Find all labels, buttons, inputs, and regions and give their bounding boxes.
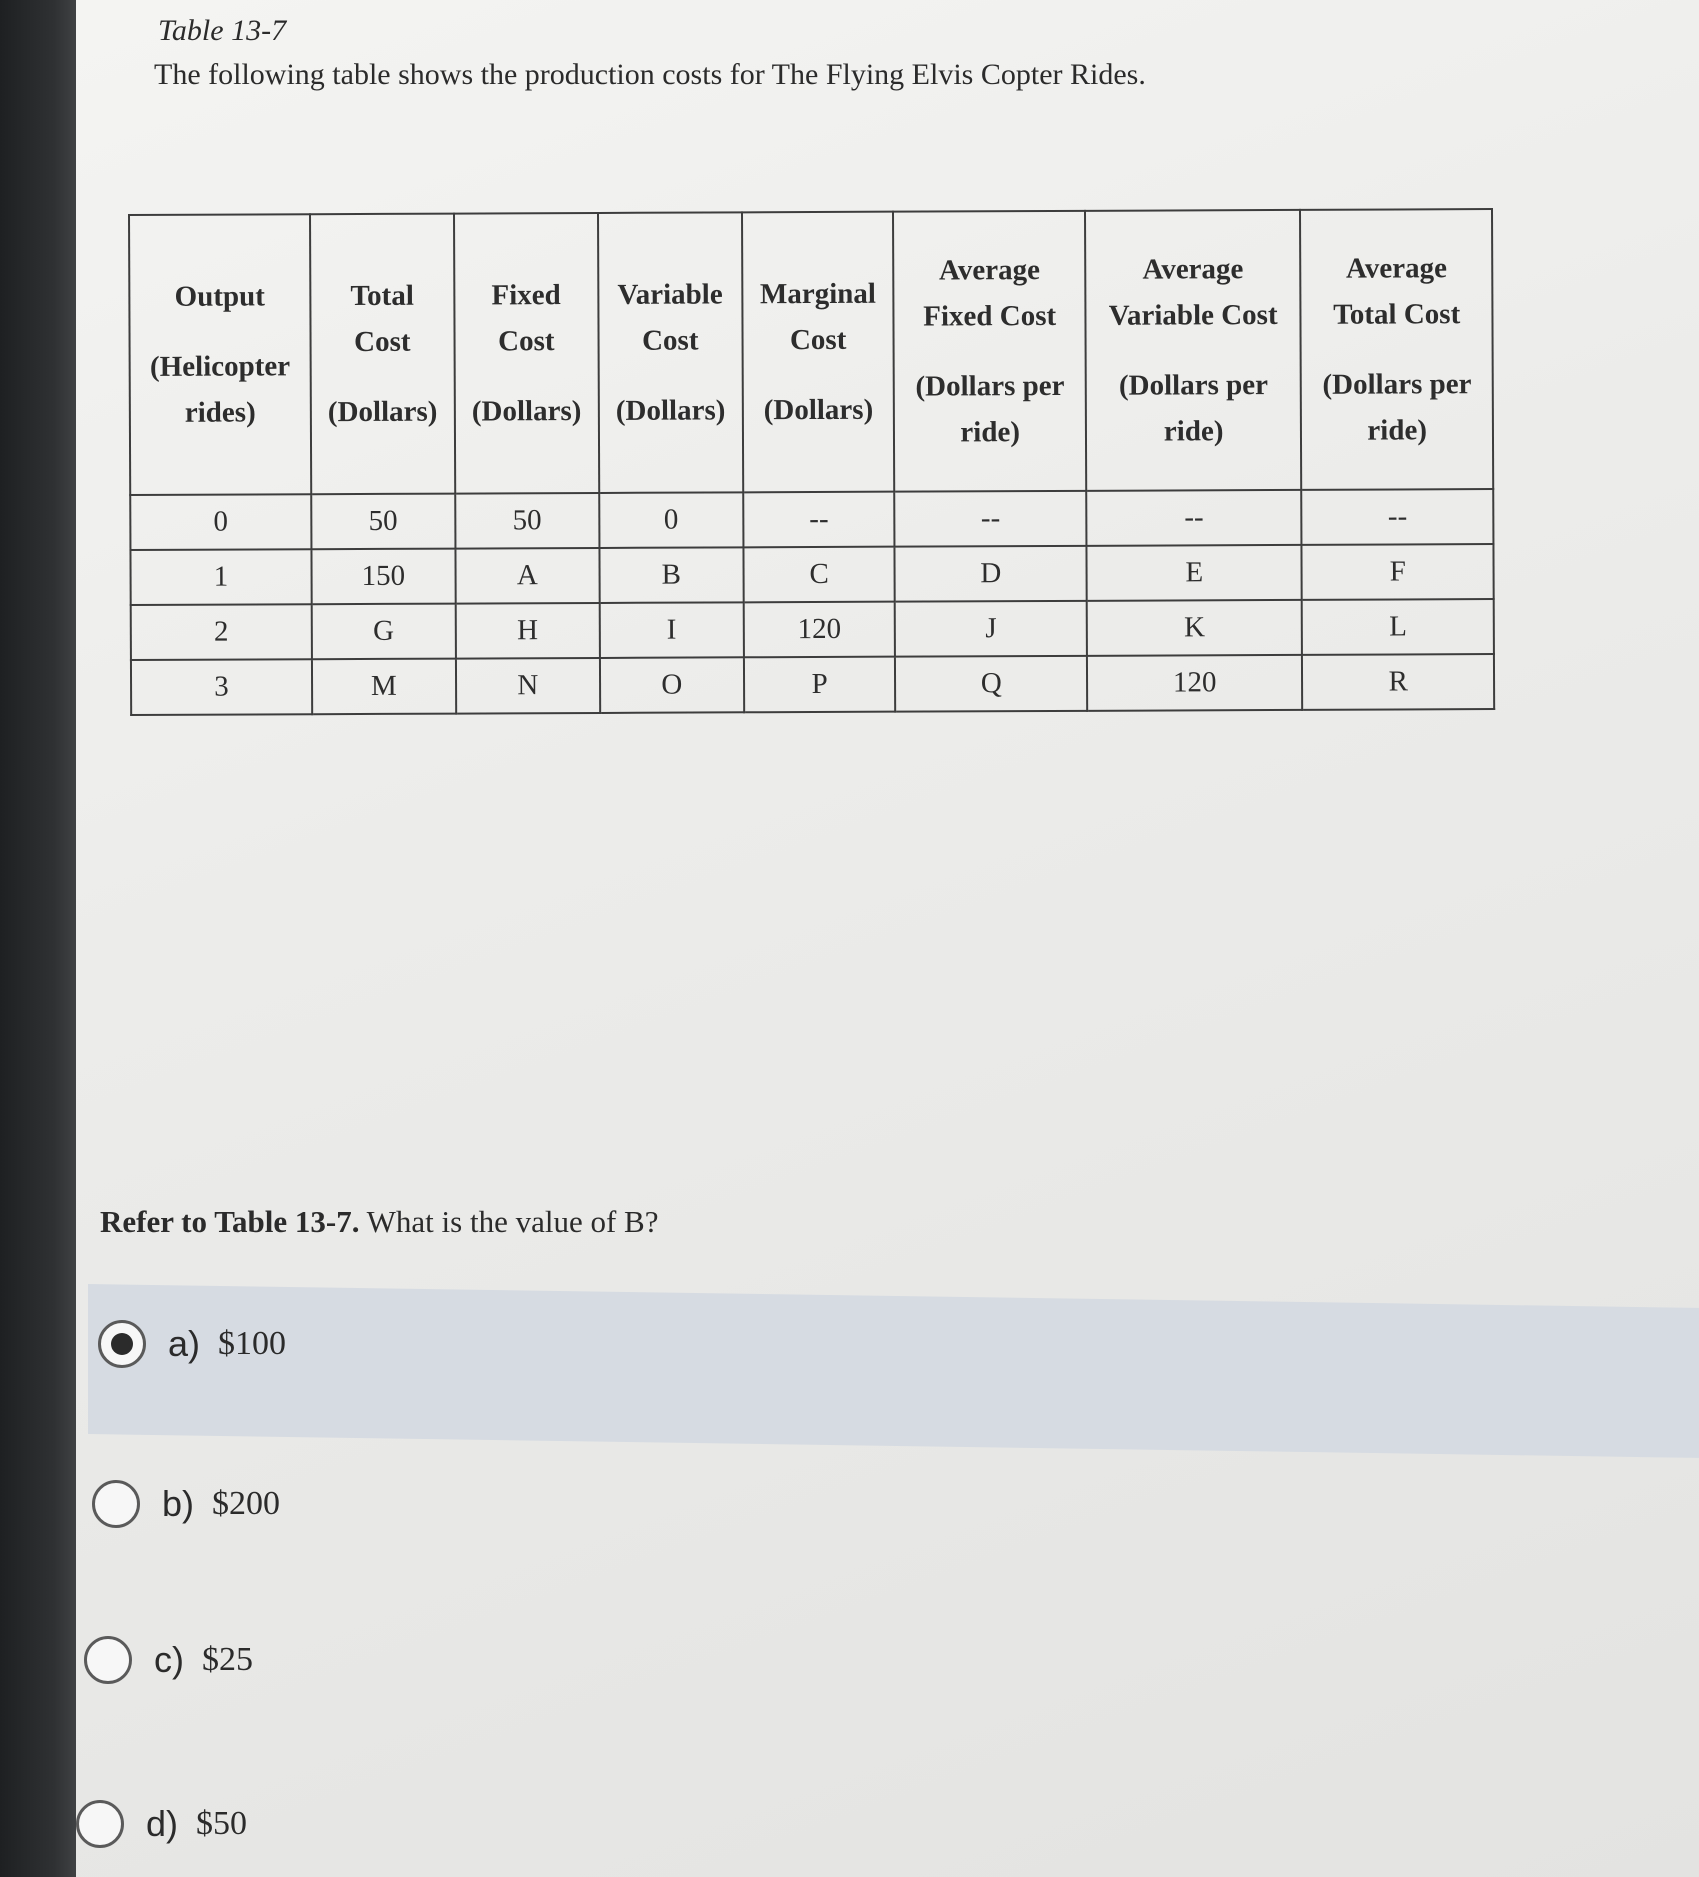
table-cell: Q <box>895 656 1087 712</box>
header-spacer <box>603 363 737 388</box>
table-cell: 2 <box>131 604 312 660</box>
table-row <box>131 599 1494 660</box>
table-title: Table 13-7 <box>158 14 287 47</box>
column-header-name: Variable Cost <box>1108 298 1278 332</box>
table-cell: R <box>1302 654 1494 710</box>
header-spacer <box>1091 338 1297 363</box>
option-letter: c) <box>154 1639 184 1680</box>
column-header-unit: (Dollars) <box>763 393 874 427</box>
column-header-unit: ride) <box>1367 414 1428 447</box>
table-cell: -- <box>1302 489 1494 545</box>
header-spacer <box>459 364 593 389</box>
column-header <box>1300 209 1493 490</box>
table-cell: C <box>743 547 895 603</box>
option-value: $100 <box>218 1325 287 1362</box>
table-row <box>130 489 1493 550</box>
column-header <box>598 212 743 493</box>
selected-option-highlight <box>88 1284 1699 1458</box>
cost-table <box>128 208 1495 716</box>
option-a[interactable] <box>98 1320 286 1368</box>
table-cell: L <box>1302 599 1494 655</box>
table-intro: The following table shows the production costs for The Flying Elvis Copter Rides. <box>154 58 1146 91</box>
table-row <box>130 544 1493 605</box>
column-header-name: Cost <box>642 324 699 357</box>
column-header-unit: (Helicopter <box>149 350 291 383</box>
option-d[interactable] <box>76 1800 247 1848</box>
radio-icon[interactable] <box>92 1480 140 1528</box>
column-header-name: Total Cost <box>1333 298 1461 331</box>
option-value: $50 <box>196 1805 248 1842</box>
table-cell: -- <box>895 491 1087 547</box>
column-header-unit: (Dollars) <box>471 395 582 428</box>
table-cell: H <box>455 603 599 659</box>
column-header <box>129 214 311 495</box>
table-cell: -- <box>1086 490 1302 546</box>
radio-icon[interactable] <box>84 1636 132 1684</box>
table-cell: E <box>1086 545 1302 601</box>
table-cell: P <box>744 657 896 713</box>
table-cell: 50 <box>311 494 455 550</box>
column-header <box>454 213 599 494</box>
column-header <box>742 212 895 493</box>
column-header <box>310 214 455 495</box>
table-cell: 0 <box>130 494 311 550</box>
table-cell: 50 <box>455 493 599 549</box>
table-cell: 1 <box>130 549 311 605</box>
column-header-unit: (Dollars) <box>327 395 438 429</box>
table-header-row <box>129 209 1493 495</box>
radio-dot-icon <box>111 1333 133 1355</box>
option-letter: b) <box>162 1483 195 1524</box>
column-header-unit: (Dollars per <box>1322 368 1472 401</box>
table-cell: I <box>599 602 743 658</box>
option-b[interactable] <box>92 1480 280 1528</box>
table-body <box>130 489 1494 715</box>
table-cell: 120 <box>1087 655 1303 711</box>
header-spacer <box>315 365 449 390</box>
header-spacer <box>747 363 889 388</box>
option-letter: d) <box>146 1803 179 1844</box>
column-header-name: Average <box>938 254 1040 287</box>
column-header-name: Cost <box>354 325 411 359</box>
column-header-name: Cost <box>498 325 555 358</box>
column-header <box>1085 210 1302 491</box>
column-header-unit: (Dollars per <box>915 369 1065 403</box>
radio-icon[interactable] <box>76 1800 124 1848</box>
question-reference: Refer to Table 13-7. <box>100 1204 360 1239</box>
column-header-name: Average <box>1142 253 1244 286</box>
header-spacer <box>899 339 1081 364</box>
table-cell: -- <box>743 492 895 548</box>
question-text <box>100 1204 658 1240</box>
table-cell: 120 <box>743 602 895 658</box>
column-header-unit: (Dollars) <box>615 394 726 427</box>
table-cell: K <box>1087 600 1303 656</box>
table-cell: J <box>895 601 1087 657</box>
table-cell: M <box>312 659 456 715</box>
column-header-unit: rides) <box>184 396 256 429</box>
column-header-name: Total <box>350 279 414 313</box>
column-header-unit: (Dollars per <box>1118 369 1269 402</box>
column-header-name: Fixed Cost <box>923 299 1057 333</box>
column-header-name: Fixed <box>491 279 561 312</box>
radio-selected-icon[interactable] <box>98 1320 146 1368</box>
table-cell: 3 <box>131 659 312 715</box>
option-letter: a) <box>168 1323 201 1364</box>
table-cell: B <box>599 547 743 603</box>
table-cell: D <box>895 546 1087 602</box>
table-cell: A <box>455 548 599 604</box>
header-spacer <box>134 319 305 344</box>
column-header-name: Cost <box>789 323 847 357</box>
column-header-name: Marginal <box>759 277 877 311</box>
table-row <box>131 654 1494 715</box>
option-value: $200 <box>212 1485 281 1522</box>
column-header-name: Output <box>174 280 265 313</box>
column-header-unit: ride) <box>960 416 1021 449</box>
table-cell: 150 <box>311 549 455 605</box>
column-header-name: Variable <box>617 278 723 311</box>
option-c[interactable] <box>84 1636 253 1684</box>
table-cell: O <box>600 657 744 713</box>
column-header-name: Average <box>1345 252 1447 285</box>
header-spacer <box>1306 337 1488 362</box>
table-cell: F <box>1302 544 1494 600</box>
column-header-unit: ride) <box>1163 415 1224 448</box>
table-cell: N <box>456 658 600 714</box>
table-cell: 0 <box>599 492 743 548</box>
column-header <box>893 211 1086 492</box>
option-value: $25 <box>202 1641 253 1678</box>
table-cell: G <box>312 604 456 660</box>
question-prompt: What is the value of B? <box>359 1204 659 1239</box>
